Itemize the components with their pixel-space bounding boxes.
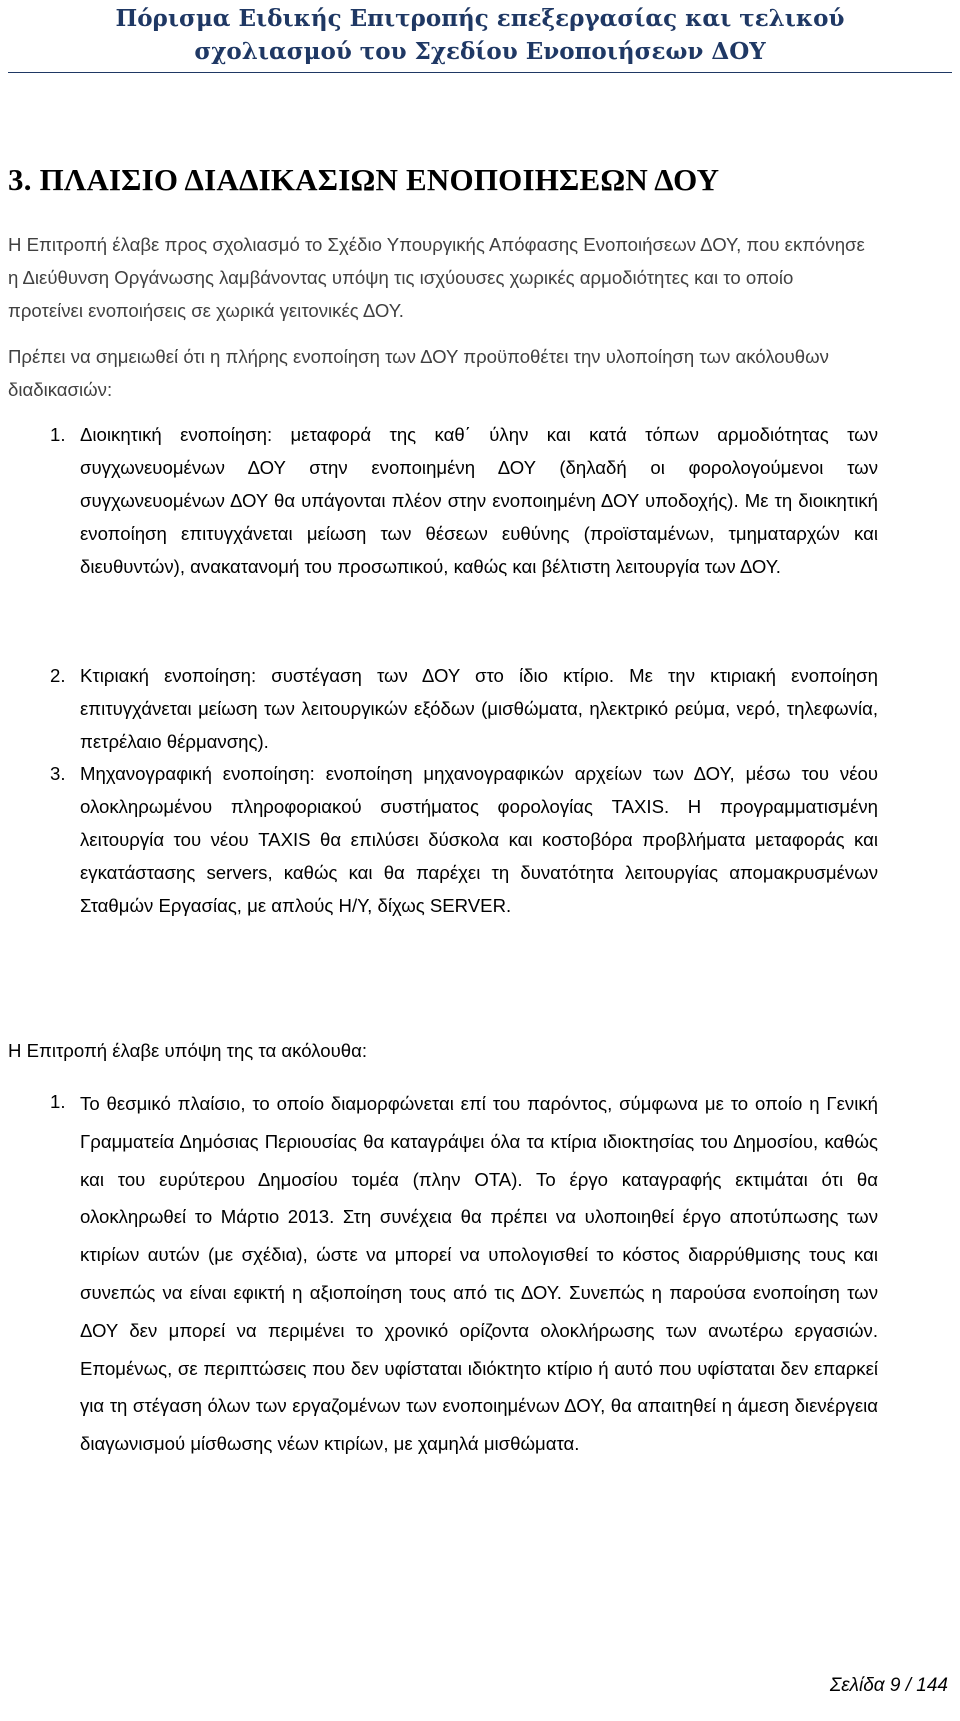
procedure-number-2: 2. bbox=[50, 665, 66, 686]
header-title-line1: Πόρισμα Ειδικής Επιτροπής επεξεργασίας και τελικού bbox=[115, 5, 845, 32]
procedure-text-2: Κτιριακή ενοποίηση: συστέγαση των ΔΟΥ στο ίδιο κτίριο. Με την κτιριακή ενοποίηση επιτυγχάνεται μείωση των λειτουργικών εξόδων (μισθώματα, ηλεκτρικό ρεύμα, νερό, τηλεφωνία, πετρέλαιο θέρμανσης). bbox=[80, 665, 878, 752]
consideration-text-1: Το θεσμικό πλαίσιο, το οποίο διαμορφώνεται επί του παρόντος, σύμφωνα με το οποίο η Γενική Γραμματεία Δημόσιας Περιουσίας θα καταγράψει όλα τα κτίρια ιδιοκτησίας του Δημοσίου, καθώς και του ευρύτερου Δημοσίου τομέα (πλην ΟΤΑ). Το έργο καταγραφής εκτιμάται ότι θα ολοκληρωθεί το Μάρτιο 2013. Στη συνέχεια θα πρέπει να υλοποιηθεί έργο αποτύπωσης των κτιρίων αυτών (με σχέδια), ώστε να μπορεί να υπολογισθεί το κόστος διαρρύθμισης τους και συνεπώς να είναι εφικτή η αξιοποίηση τους από τις ΔΟΥ. Συνεπώς η παρούσα ενοποίηση των ΔΟΥ δεν μπορεί να περιμένει το χρονικό ορίζοντα ολοκλήρωσης των ανωτέρω εργασιών. Επομένως, σε περιπτώσεις που δεν υφίσταται ιδιόκτητο κτίριο ή αυτό που υφίσταται δεν επαρκεί για τη στέγαση όλων των εργαζομένων των ενοποιημένων ΔΟΥ, θα απαιτηθεί η άμεση διενέργεια διαγωνισμού μίσθωσης νέων κτιρίων, με χαμηλά μισθώματα. bbox=[80, 1093, 878, 1455]
intro-paragraph: Η Επιτροπή έλαβε προς σχολιασμό το Σχέδιο Υπουργικής Απόφασης Ενοποιήσεων ΔΟΥ, που εκπόνησε η Διεύθυνση Οργάνωσης λαμβάνοντας υπόψη τις ισχύουσες χωρικές αρμοδιότητες και το οποίο προτείνει ενοποιήσεις σε χωρικά γειτονικές ΔΟΥ. bbox=[8, 234, 865, 321]
procedure-number-1: 1. bbox=[50, 424, 66, 445]
procedure-text-3: Μηχανογραφική ενοποίηση: ενοποίηση μηχανογραφικών αρχείων των ΔΟΥ, μέσω του νέου ολοκληρωμένου πληροφοριακού συστήματος φορολογίας TAXIS. Η προγραμματισμένη λειτουργία του νέου TAXIS θα επιλύσει δύσκολα και κοστοβόρα προβλήματα μεταφοράς και εγκατάστασης servers, καθώς και θα παρέχει τη δυνατότητα λειτουργίας απομακρυσμένων Σταθμών Εργασίας, με απλούς Η/Υ, δίχως SERVER. bbox=[80, 763, 878, 916]
header-title-line2: σχολιασμού του Σχεδίου Ενοποιήσεων ΔΟΥ bbox=[194, 38, 766, 65]
procedure-number-3: 3. bbox=[50, 763, 66, 784]
document-header bbox=[8, 2, 952, 68]
note-paragraph: Πρέπει να σημειωθεί ότι η πλήρης ενοποίηση των ΔΟΥ προϋποθέτει την υλοποίηση των ακόλουθων διαδικασιών: bbox=[8, 346, 829, 400]
header-divider bbox=[8, 72, 952, 73]
procedure-text-1: Διοικητική ενοποίηση: μεταφορά της καθ΄ ύλην και κατά τόπων αρμοδιότητας των συγχωνευομένων ΔΟΥ στην ενοποιημένη ΔΟΥ (δηλαδή οι φορολογούμενοι των συγχωνευομένων ΔΟΥ θα υπάγονται πλέον στην ενοποιημένη ΔΟΥ υποδοχής). Με τη διοικητική ενοποίηση επιτυγχάνεται μείωση των θέσεων ευθύνης (προϊσταμένων, τμηματαρχών και διευθυντών), ανακατανομή του προσωπικού, καθώς και βέλτιστη λειτουργία των ΔΟΥ. bbox=[80, 424, 878, 577]
page-number: Σελίδα 9 / 144 bbox=[829, 1675, 948, 1696]
consideration-number-1: 1. bbox=[50, 1091, 66, 1112]
section-heading: 3. ΠΛΑΙΣΙΟ ΔΙΑΔΙΚΑΣΙΩΝ ΕΝΟΠΟΙΗΣΕΩΝ ΔΟΥ bbox=[8, 162, 720, 197]
considerations-intro: Η Επιτροπή έλαβε υπόψη της τα ακόλουθα: bbox=[8, 1040, 367, 1061]
